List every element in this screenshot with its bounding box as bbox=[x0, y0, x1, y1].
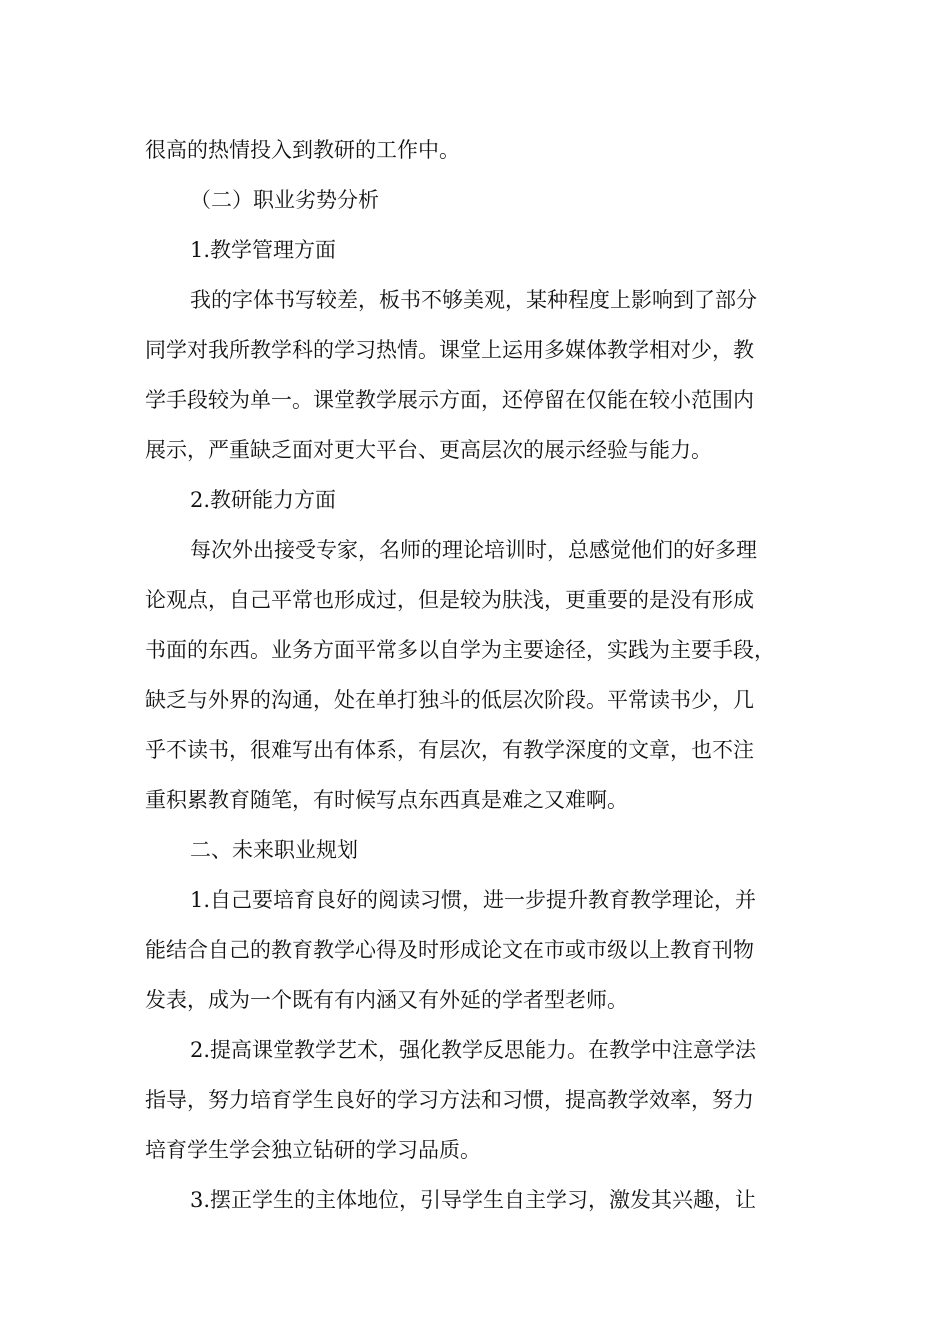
paragraph-line: 论观点，自己平常也形成过，但是较为肤浅，更重要的是没有形成 bbox=[145, 588, 754, 612]
paragraph-line: 展示，严重缺乏面对更大平台、更高层次的展示经验与能力。 bbox=[145, 438, 712, 462]
section-heading: 二、未来职业规划 bbox=[190, 838, 358, 862]
paragraph-line: 缺乏与外界的沟通，处在单打独斗的低层次阶段。平常读书少，几 bbox=[145, 688, 754, 712]
paragraph-line: 能结合自己的教育教学心得及时形成论文在市或市级以上教育刊物 bbox=[145, 938, 754, 962]
paragraph-line: 重积累教育随笔，有时候写点东西真是难之又难啊。 bbox=[145, 788, 628, 812]
subsection-heading: 1.教学管理方面 bbox=[190, 238, 337, 262]
paragraph-line: 指导，努力培育学生良好的学习方法和习惯，提高教学效率，努力 bbox=[145, 1088, 754, 1112]
paragraph-line: 2.提高课堂教学艺术，强化教学反思能力。在教学中注意学法 bbox=[190, 1038, 757, 1062]
paragraph-line: 同学对我所教学科的学习热情。课堂上运用多媒体教学相对少，教 bbox=[145, 338, 754, 362]
paragraph-line: 我的字体书写较差，板书不够美观，某种程度上影响到了部分 bbox=[190, 288, 757, 312]
paragraph-line: 很高的热情投入到教研的工作中。 bbox=[145, 138, 460, 162]
subsection-heading: 2.教研能力方面 bbox=[190, 488, 337, 512]
paragraph-line: 1.自己要培育良好的阅读习惯，进一步提升教育教学理论，并 bbox=[190, 888, 757, 912]
paragraph-line: 学手段较为单一。课堂教学展示方面，还停留在仅能在较小范围内 bbox=[145, 388, 754, 412]
paragraph-line: 3.摆正学生的主体地位，引导学生自主学习，激发其兴趣，让 bbox=[190, 1188, 757, 1212]
paragraph-line: 书面的东西。业务方面平常多以自学为主要途径，实践为主要手段， bbox=[145, 638, 775, 662]
paragraph-line: 培育学生学会独立钻研的学习品质。 bbox=[145, 1138, 481, 1162]
paragraph-line: 每次外出接受专家，名师的理论培训时，总感觉他们的好多理 bbox=[190, 538, 757, 562]
paragraph-line: 乎不读书，很难写出有体系，有层次，有教学深度的文章，也不注 bbox=[145, 738, 754, 762]
section-heading: （二）职业劣势分析 bbox=[190, 188, 379, 212]
paragraph-line: 发表，成为一个既有有内涵又有外延的学者型老师。 bbox=[145, 988, 628, 1012]
